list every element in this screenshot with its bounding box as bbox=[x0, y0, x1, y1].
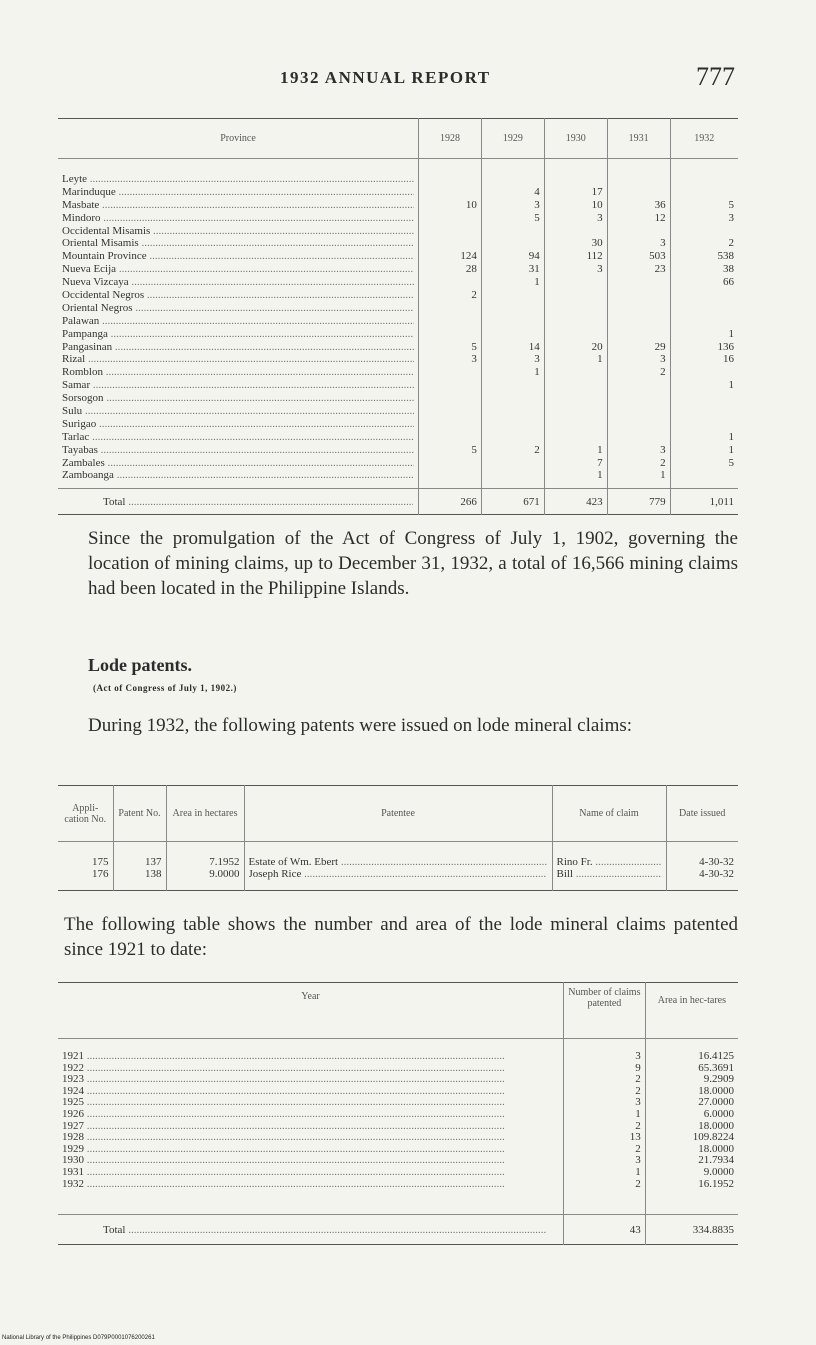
year-values-column bbox=[544, 159, 607, 489]
claims-count bbox=[486, 315, 540, 328]
claims-count: 136 bbox=[717, 340, 734, 353]
claims-patented: 3 bbox=[635, 1096, 641, 1109]
claims-count bbox=[612, 392, 666, 405]
year-label: 1927 ..... bbox=[62, 1121, 559, 1133]
claims-count: 10 bbox=[465, 198, 477, 211]
claims-count: 1 bbox=[597, 353, 603, 366]
province-name: Zambales ..... bbox=[62, 457, 414, 470]
claims-count: 5 bbox=[728, 198, 734, 211]
claims-patented: 2 bbox=[635, 1073, 641, 1086]
claims-patented: 3 bbox=[635, 1154, 641, 1167]
claims-count bbox=[423, 212, 477, 225]
mining-claims-by-province-table bbox=[58, 118, 738, 515]
claims-count: 538 bbox=[717, 250, 734, 263]
area-hectares: 18.0000 bbox=[698, 1142, 734, 1155]
claims-patented: 13 bbox=[629, 1131, 641, 1144]
province-column-header: Province bbox=[58, 119, 419, 159]
claims-count bbox=[423, 315, 477, 328]
claims-count: 14 bbox=[528, 340, 540, 353]
year-column-header: 1930 bbox=[544, 119, 607, 159]
claims-count: 124 bbox=[460, 250, 477, 263]
claims-count: 5 bbox=[534, 211, 540, 224]
claims-count bbox=[423, 366, 477, 379]
province-name: Oriental Misamis ..... bbox=[62, 237, 414, 250]
area-hectares: 9.0000 bbox=[166, 868, 244, 890]
claims-count: 36 bbox=[654, 198, 666, 211]
patent-number: 137 bbox=[113, 842, 166, 869]
year-label: 1928 ..... bbox=[62, 1132, 559, 1144]
year-label: 1931 ..... bbox=[62, 1167, 559, 1179]
claims-count bbox=[549, 315, 603, 328]
claims-count bbox=[612, 173, 666, 186]
claims-count: 3 bbox=[660, 353, 666, 366]
claims-count bbox=[612, 328, 666, 341]
claims-count bbox=[486, 328, 540, 341]
claims-count: 1 bbox=[728, 379, 734, 392]
total-value: 423 bbox=[544, 489, 607, 515]
area-hectares: 109.8224 bbox=[692, 1131, 734, 1144]
claims-count: 16 bbox=[723, 353, 734, 366]
province-name: Surigao ..... bbox=[62, 418, 414, 431]
area-hectares: 16.4125 bbox=[698, 1050, 734, 1062]
province-name: Samar ..... bbox=[62, 379, 414, 392]
total-label: Total ..... bbox=[103, 1224, 558, 1236]
claims-count bbox=[675, 186, 734, 199]
area-hectares: 7.1952 bbox=[166, 842, 244, 869]
year-column-header: 1928 bbox=[419, 119, 482, 159]
claims-count bbox=[675, 418, 734, 431]
claims-patented: 1 bbox=[635, 1107, 641, 1120]
claims-count: 10 bbox=[591, 198, 603, 211]
claims-count bbox=[423, 225, 477, 238]
claims-count: 5 bbox=[471, 340, 477, 353]
province-name: Leyte ..... bbox=[62, 173, 414, 186]
running-header-title: 1932 ANNUAL REPORT bbox=[280, 68, 491, 87]
claims-count: 3 bbox=[534, 353, 540, 366]
province-name: Marinduque ..... bbox=[62, 186, 414, 199]
claims-count bbox=[675, 366, 734, 379]
claims-count: 1 bbox=[534, 366, 540, 379]
patents-issued-table bbox=[58, 785, 738, 891]
year-column-header: Year bbox=[58, 983, 564, 1039]
claims-count: 2 bbox=[660, 366, 666, 379]
claims-count bbox=[549, 431, 603, 444]
claims-count: 3 bbox=[597, 263, 603, 276]
claims-count: 28 bbox=[465, 263, 477, 276]
area-hectares: 65.3691 bbox=[698, 1061, 734, 1074]
claims-count bbox=[486, 392, 540, 405]
patentee-name: Estate of Wm. Ebert ..... bbox=[249, 856, 547, 868]
claims-count bbox=[549, 379, 603, 392]
claims-count bbox=[423, 405, 477, 418]
claims-count bbox=[486, 457, 540, 470]
claims-count bbox=[549, 328, 603, 341]
province-name: Oriental Negros ..... bbox=[62, 302, 414, 315]
claims-count bbox=[612, 405, 666, 418]
area-header: Area in hectares bbox=[166, 786, 244, 842]
province-name: Pangasinan ..... bbox=[62, 341, 414, 354]
province-name: Mountain Province ..... bbox=[62, 250, 414, 263]
claims-count bbox=[486, 302, 540, 315]
application-number-header: Appli-cation No. bbox=[58, 786, 113, 842]
area-hectares: 9.0000 bbox=[703, 1165, 734, 1178]
claims-count bbox=[486, 237, 540, 250]
claims-count bbox=[549, 302, 603, 315]
lode-claims-intro-paragraph: The following table shows the number and area of the lode mineral claims patented since 1921 to date: bbox=[64, 914, 738, 960]
year-column-header: 1931 bbox=[607, 119, 670, 159]
claims-count bbox=[423, 431, 477, 444]
claims-count bbox=[612, 225, 666, 238]
claims-count: 3 bbox=[597, 211, 603, 224]
area-hectares: 6.0000 bbox=[703, 1107, 734, 1120]
claims-count bbox=[675, 289, 734, 302]
claims-count bbox=[423, 302, 477, 315]
claims-count bbox=[486, 173, 540, 186]
year-label: 1929 ..... bbox=[62, 1144, 559, 1156]
claims-patented: 2 bbox=[635, 1119, 641, 1132]
claims-count bbox=[549, 225, 603, 238]
claim-name: Rino Fr. ..... bbox=[557, 856, 661, 868]
claims-count bbox=[549, 418, 603, 431]
claims-count bbox=[549, 289, 603, 302]
province-name: Tayabas ..... bbox=[62, 444, 414, 457]
claims-count: 1 bbox=[597, 443, 603, 456]
claims-count bbox=[549, 392, 603, 405]
claims-patented: 9 bbox=[635, 1061, 641, 1074]
claims-count: 3 bbox=[660, 443, 666, 456]
claims-count bbox=[423, 418, 477, 431]
application-number: 176 bbox=[92, 868, 109, 880]
claims-count: 503 bbox=[649, 250, 666, 263]
year-label: 1923 ..... bbox=[62, 1074, 559, 1086]
act-of-congress-note: (Act of Congress of July 1, 1902.) bbox=[93, 683, 237, 693]
province-names bbox=[58, 159, 419, 489]
application-number: 175 bbox=[92, 856, 109, 868]
claims-count bbox=[675, 315, 734, 328]
patent-row bbox=[58, 842, 738, 869]
claims-count bbox=[423, 237, 477, 250]
claims-count bbox=[612, 379, 666, 392]
claims-count bbox=[486, 405, 540, 418]
claims-patented: 2 bbox=[635, 1177, 641, 1190]
date-issued-header: Date issued bbox=[666, 786, 738, 842]
area-header: Area in hec-tares bbox=[645, 983, 738, 1039]
claims-count bbox=[486, 225, 540, 238]
claims-count bbox=[612, 302, 666, 315]
year-label: 1925 ..... bbox=[62, 1097, 559, 1109]
province-name: Romblon ..... bbox=[62, 366, 414, 379]
year-values-column bbox=[670, 159, 738, 489]
claims-count bbox=[549, 276, 603, 289]
lode-claims-since-1921-table bbox=[58, 982, 738, 1245]
province-name: Nueva Ecija ..... bbox=[62, 263, 414, 276]
lode-patents-heading: Lode patents. bbox=[88, 655, 193, 675]
claims-count: 3 bbox=[534, 198, 540, 211]
claims-count bbox=[486, 418, 540, 431]
claims-count: 4 bbox=[534, 185, 540, 198]
claims-count: 2 bbox=[660, 456, 666, 469]
province-name: Mindoro ..... bbox=[62, 212, 414, 225]
claims-count: 38 bbox=[723, 263, 734, 276]
claims-count: 1 bbox=[728, 430, 734, 443]
claims-count: 1 bbox=[728, 327, 734, 340]
claims-count bbox=[423, 469, 477, 482]
claims-count: 1 bbox=[597, 469, 603, 482]
claims-count bbox=[423, 186, 477, 199]
total-value: 779 bbox=[607, 489, 670, 515]
claims-count: 2 bbox=[471, 289, 477, 302]
province-name: Sorsogon ..... bbox=[62, 392, 414, 405]
library-footer: National Library of the Philippines D079P0001076200261 bbox=[2, 1335, 155, 1341]
claims-count bbox=[612, 315, 666, 328]
province-name: Rizal ..... bbox=[62, 353, 414, 366]
claims-count bbox=[486, 469, 540, 482]
claims-count: 20 bbox=[591, 340, 603, 353]
page-number: 777 bbox=[696, 62, 735, 91]
claims-count: 30 bbox=[591, 237, 603, 250]
province-name: Pampanga ..... bbox=[62, 328, 414, 341]
area-hectares: 9.2909 bbox=[703, 1073, 734, 1086]
area-hectares: 18.0000 bbox=[698, 1119, 734, 1132]
claims-patented: 2 bbox=[635, 1142, 641, 1155]
area-hectares: 27.0000 bbox=[698, 1096, 734, 1109]
claims-count: 1 bbox=[660, 469, 666, 482]
province-name: Occidental Negros ..... bbox=[62, 289, 414, 302]
claims-count: 5 bbox=[471, 443, 477, 456]
claims-count: 2 bbox=[534, 443, 540, 456]
claims-count: 12 bbox=[654, 211, 666, 224]
claims-count bbox=[423, 457, 477, 470]
claims-count bbox=[612, 186, 666, 199]
total-value: 266 bbox=[419, 489, 482, 515]
claims-count bbox=[612, 289, 666, 302]
year-label: 1921 ..... bbox=[62, 1051, 559, 1063]
province-name: Zamboanga ..... bbox=[62, 469, 414, 482]
claims-count: 2 bbox=[728, 237, 734, 250]
total-value: 671 bbox=[481, 489, 544, 515]
claims-count bbox=[549, 366, 603, 379]
province-name: Occidental Misamis ..... bbox=[62, 225, 414, 238]
patent-number: 138 bbox=[113, 868, 166, 890]
claims-count bbox=[675, 225, 734, 238]
year-label: 1932 ..... bbox=[62, 1179, 559, 1191]
claims-patented: 1 bbox=[635, 1165, 641, 1178]
year-label: 1926 ..... bbox=[62, 1109, 559, 1121]
claims-count bbox=[675, 392, 734, 405]
province-name: Tarlac ..... bbox=[62, 431, 414, 444]
claims-count: 112 bbox=[586, 250, 603, 263]
patent-row bbox=[58, 868, 738, 890]
claims-count bbox=[675, 302, 734, 315]
claims-count bbox=[612, 431, 666, 444]
claims-count: 3 bbox=[471, 353, 477, 366]
year-values-column bbox=[481, 159, 544, 489]
year-values-column bbox=[419, 159, 482, 489]
claims-count: 1 bbox=[728, 443, 734, 456]
claims-count: 94 bbox=[528, 250, 540, 263]
year-label: 1924 ..... bbox=[62, 1086, 559, 1098]
claims-count: 3 bbox=[728, 211, 734, 224]
patent-number-header: Patent No. bbox=[113, 786, 166, 842]
claims-count: 5 bbox=[728, 456, 734, 469]
province-name: Nueva Vizcaya ..... bbox=[62, 276, 414, 289]
claims-count bbox=[612, 276, 666, 289]
date-issued: 4-30-32 bbox=[666, 842, 738, 869]
year-label-column bbox=[58, 1039, 564, 1215]
date-issued: 4-30-32 bbox=[666, 868, 738, 890]
claims-count bbox=[423, 328, 477, 341]
claims-count bbox=[423, 173, 477, 186]
claims-count bbox=[675, 469, 734, 482]
claims-count bbox=[675, 405, 734, 418]
claims-count: 3 bbox=[660, 237, 666, 250]
claims-count bbox=[549, 173, 603, 186]
province-name: Masbate ..... bbox=[62, 199, 414, 212]
claims-count bbox=[423, 276, 477, 289]
patents-intro-paragraph: During 1932, the following patents were issued on lode mineral claims: bbox=[88, 715, 633, 736]
claims-count: 66 bbox=[723, 276, 734, 289]
total-area: 334.8835 bbox=[645, 1215, 738, 1245]
claims-patented: 2 bbox=[635, 1084, 641, 1097]
area-hectares: 18.0000 bbox=[698, 1084, 734, 1097]
area-hectares: 16.1952 bbox=[698, 1177, 734, 1190]
claims-count: 31 bbox=[528, 263, 540, 276]
claims-patented: 3 bbox=[635, 1050, 641, 1062]
area-hectares: 21.7934 bbox=[698, 1154, 734, 1167]
year-column-header: 1929 bbox=[481, 119, 544, 159]
claims-count bbox=[612, 418, 666, 431]
claims-count bbox=[423, 379, 477, 392]
total-value: 1,011 bbox=[670, 489, 738, 515]
lode-table-body bbox=[58, 1039, 738, 1215]
claims-count bbox=[549, 405, 603, 418]
claims-count bbox=[486, 289, 540, 302]
claim-name: Bill ..... bbox=[557, 868, 661, 880]
claims-count: 1 bbox=[534, 276, 540, 289]
area-hectares-column bbox=[645, 1039, 738, 1215]
claims-count: 29 bbox=[654, 340, 666, 353]
claims-table-body bbox=[58, 159, 738, 489]
province-name: Palawan ..... bbox=[62, 315, 414, 328]
total-label: Total ..... bbox=[103, 496, 413, 508]
number-of-claims-header: Number of claims patented bbox=[564, 983, 646, 1039]
claims-count: 7 bbox=[597, 456, 603, 469]
total-claims: 43 bbox=[564, 1215, 646, 1245]
claims-count bbox=[486, 379, 540, 392]
patentee-name: Joseph Rice ..... bbox=[249, 868, 547, 880]
mining-claims-summary-paragraph: Since the promulgation of the Act of Congress of July 1, 1902, governing the location of mining claims, up to December 31, 1932, a total of 16,566 mining claims had been located in the Philippine Islands. bbox=[88, 528, 738, 599]
claims-count bbox=[423, 392, 477, 405]
year-label: 1922 ..... bbox=[62, 1063, 559, 1075]
claim-name-header: Name of claim bbox=[552, 786, 666, 842]
year-column-header: 1932 bbox=[670, 119, 738, 159]
province-name: Sulu ..... bbox=[62, 405, 414, 418]
patentee-header: Patentee bbox=[244, 786, 552, 842]
claims-patented-column bbox=[564, 1039, 646, 1215]
claims-count: 17 bbox=[591, 185, 603, 198]
claims-count bbox=[675, 173, 734, 186]
claims-count bbox=[486, 431, 540, 444]
claims-count: 23 bbox=[654, 263, 666, 276]
year-label: 1930 ..... bbox=[62, 1155, 559, 1167]
year-values-column bbox=[607, 159, 670, 489]
